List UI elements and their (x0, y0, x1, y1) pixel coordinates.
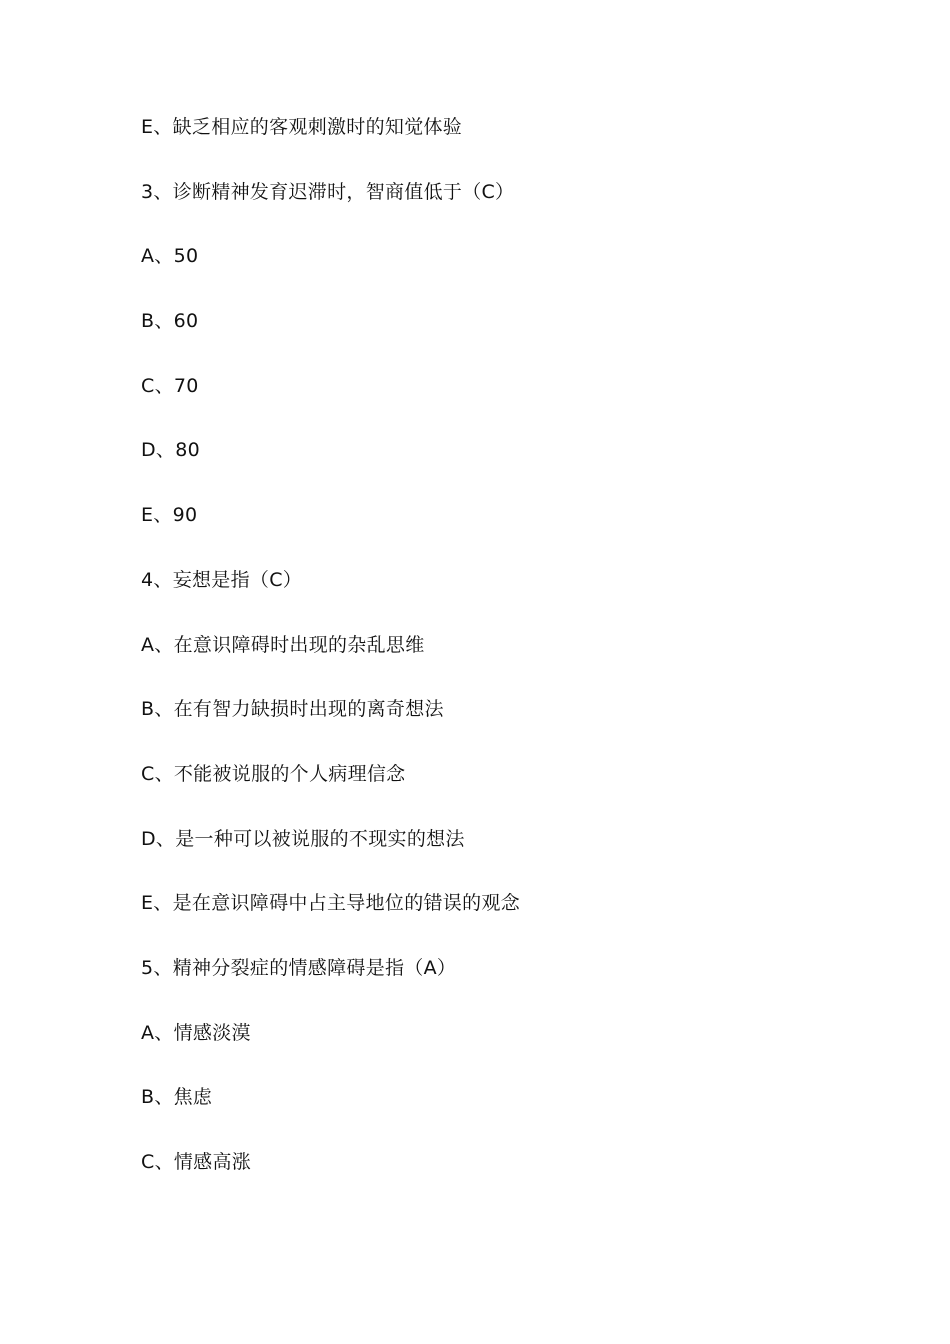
option-line: B、焦虑 (141, 1086, 213, 1109)
option-line: A、50 (141, 245, 199, 268)
option-line: A、在意识障碍时出现的杂乱思维 (141, 633, 425, 656)
option-line: E、缺乏相应的客观刺激时的知觉体验 (141, 116, 463, 138)
option-line: D、80 (141, 439, 201, 462)
option-line: C、情感高涨 (141, 1151, 252, 1173)
question-line: 5、精神分裂症的情感障碍是指（A） (141, 956, 457, 979)
question-line: 3、诊断精神发育迟滞时，智商值低于（C） (141, 180, 515, 203)
option-line: C、不能被说服的个人病理信念 (141, 762, 406, 785)
option-line: D、是一种可以被说服的不现实的想法 (141, 827, 465, 850)
option-line: C、70 (141, 374, 199, 397)
option-line: B、60 (141, 310, 199, 333)
option-line: E、是在意识障碍中占主导地位的错误的观念 (141, 892, 521, 915)
option-line: A、情感淡漠 (141, 1021, 251, 1044)
option-line: B、在有智力缺损时出现的离奇想法 (141, 698, 444, 721)
question-line: 4、妄想是指（C） (141, 568, 303, 591)
question-text-block (141, 112, 520, 1212)
option-line: E、90 (141, 504, 198, 527)
